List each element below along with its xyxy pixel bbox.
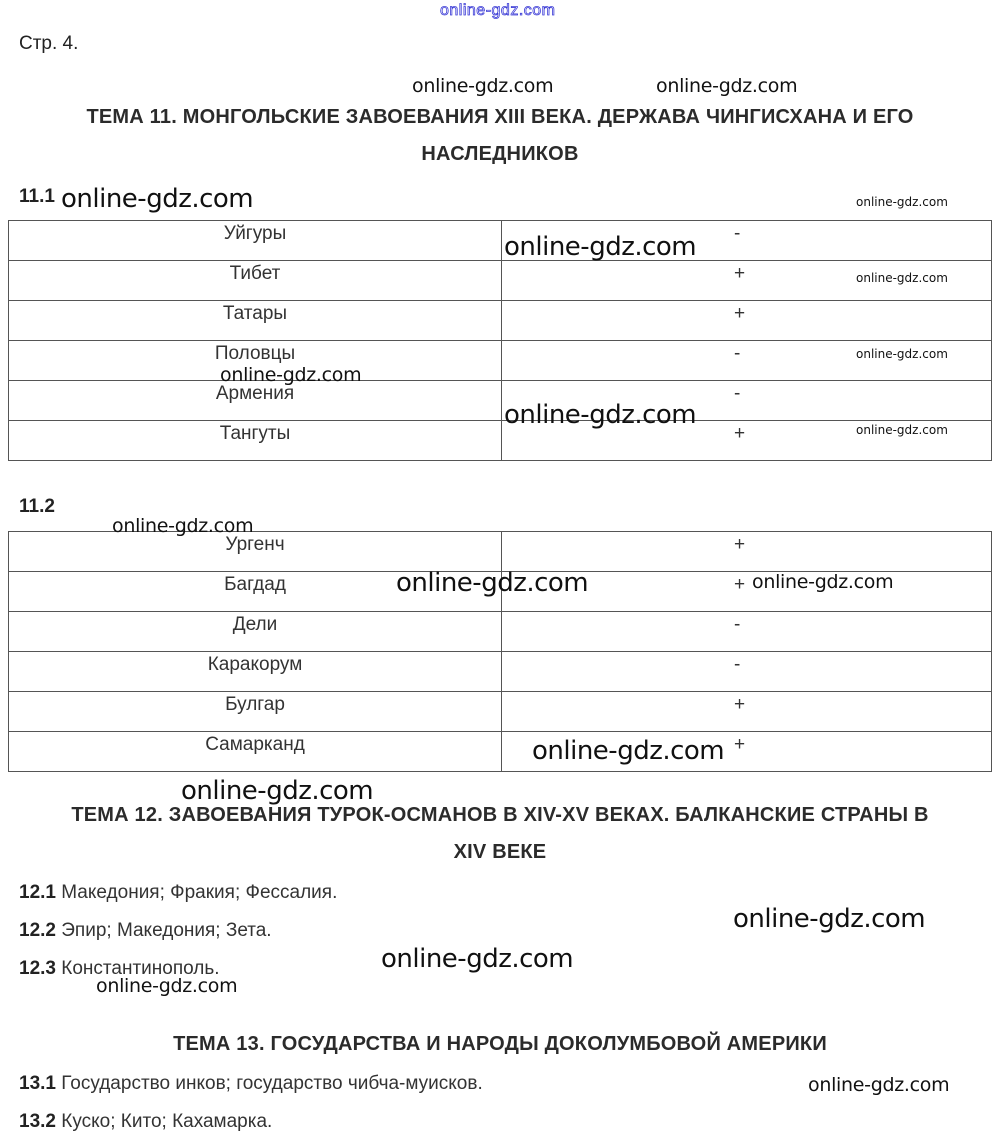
row-name: Татары <box>9 301 502 341</box>
watermark: online-gdz.com <box>752 571 894 593</box>
answer-12-1 <box>19 882 337 904</box>
row-name: Уйгуры <box>9 221 502 261</box>
row-name: Дели <box>9 612 502 652</box>
table-row <box>9 421 992 461</box>
table-row <box>9 261 992 301</box>
watermark: online-gdz.com <box>112 515 254 537</box>
row-name: Самарканд <box>9 732 502 772</box>
topic-11-heading <box>0 99 1000 173</box>
watermark: online-gdz.com <box>808 1074 950 1096</box>
table-row <box>9 732 992 772</box>
answer-number: 12.1 <box>19 882 56 903</box>
table-row <box>9 652 992 692</box>
watermark: online-gdz.com <box>412 75 554 97</box>
answer-number: 13.2 <box>19 1111 56 1132</box>
watermark: online-gdz.com <box>181 776 374 806</box>
topic-12-heading <box>0 797 1000 871</box>
table-row <box>9 221 992 261</box>
answer-text: Македония; Фракия; Фессалия. <box>61 882 338 903</box>
row-mark: + <box>502 732 992 772</box>
task-11-1-label: 11.1 <box>19 186 55 207</box>
row-name: Тангуты <box>9 421 502 461</box>
watermark: online-gdz.com <box>856 347 948 361</box>
answer-text: Куско; Кито; Кахамарка. <box>61 1111 273 1132</box>
watermark: online-gdz.com <box>96 975 238 997</box>
topic-12-title-line1: ТЕМА 12. ЗАВОЕВАНИЯ ТУРОК-ОСМАНОВ В XIV-XV ВЕКАХ. БАЛКАНСКИЕ СТРАНЫ В <box>71 804 929 826</box>
row-mark: - <box>502 612 992 652</box>
watermark: online-gdz.com <box>856 271 948 285</box>
row-name: Тибет <box>9 261 502 301</box>
row-mark: + <box>502 532 992 572</box>
table-row <box>9 301 992 341</box>
topic-11-title-line1: ТЕМА 11. МОНГОЛЬСКИЕ ЗАВОЕВАНИЯ XIII ВЕКА. ДЕРЖАВА ЧИНГИСХАНА И ЕГО <box>86 106 914 128</box>
topic-13-heading <box>0 1026 1000 1063</box>
row-mark: + <box>502 301 992 341</box>
table-row <box>9 612 992 652</box>
watermark: online-gdz.com <box>856 423 948 437</box>
row-name: Каракорум <box>9 652 502 692</box>
answer-text: Константинополь. <box>61 958 220 979</box>
row-mark: + <box>502 261 992 301</box>
row-mark: + <box>502 692 992 732</box>
top-watermark: online-gdz.com <box>440 2 556 19</box>
task-11-2-label: 11.2 <box>19 496 55 517</box>
answer-text: Государство инков; государство чибча-муисков. <box>61 1073 483 1094</box>
answer-13-1 <box>19 1073 483 1095</box>
watermark: online-gdz.com <box>733 904 926 934</box>
row-mark: - <box>502 652 992 692</box>
row-name: Армения <box>9 381 502 421</box>
answer-number: 12.3 <box>19 958 56 979</box>
answer-text: Эпир; Македония; Зета. <box>61 920 272 941</box>
watermark: online-gdz.com <box>504 400 697 430</box>
table-row <box>9 692 992 732</box>
answer-number: 12.2 <box>19 920 56 941</box>
watermark: online-gdz.com <box>396 568 589 598</box>
watermark: online-gdz.com <box>856 195 948 209</box>
row-mark: + <box>502 421 992 461</box>
row-mark: + <box>502 572 992 612</box>
row-name: Багдад <box>9 572 502 612</box>
row-mark: - <box>502 341 992 381</box>
table-row <box>9 532 992 572</box>
table-row <box>9 381 992 421</box>
topic-11-title-line2: НАСЛЕДНИКОВ <box>421 143 579 165</box>
answer-12-2 <box>19 920 272 942</box>
watermark: online-gdz.com <box>61 184 254 214</box>
watermark: online-gdz.com <box>220 364 362 386</box>
watermark: online-gdz.com <box>504 232 697 262</box>
page-label: Стр. 4. <box>19 33 79 54</box>
answer-number: 13.1 <box>19 1073 56 1094</box>
row-mark: - <box>502 381 992 421</box>
watermark: online-gdz.com <box>656 75 798 97</box>
row-name: Половцы <box>9 341 502 381</box>
watermark: online-gdz.com <box>532 736 725 766</box>
watermark: online-gdz.com <box>381 944 574 974</box>
answer-13-2 <box>19 1111 272 1133</box>
row-mark: - <box>502 221 992 261</box>
task-11-1-table <box>8 220 992 461</box>
row-name: Булгар <box>9 692 502 732</box>
row-name: Ургенч <box>9 532 502 572</box>
topic-12-title-line2: XIV ВЕКЕ <box>453 841 547 863</box>
table-row <box>9 341 992 381</box>
topic-13-title: ТЕМА 13. ГОСУДАРСТВА И НАРОДЫ ДОКОЛУМБОВОЙ АМЕРИКИ <box>173 1033 827 1055</box>
